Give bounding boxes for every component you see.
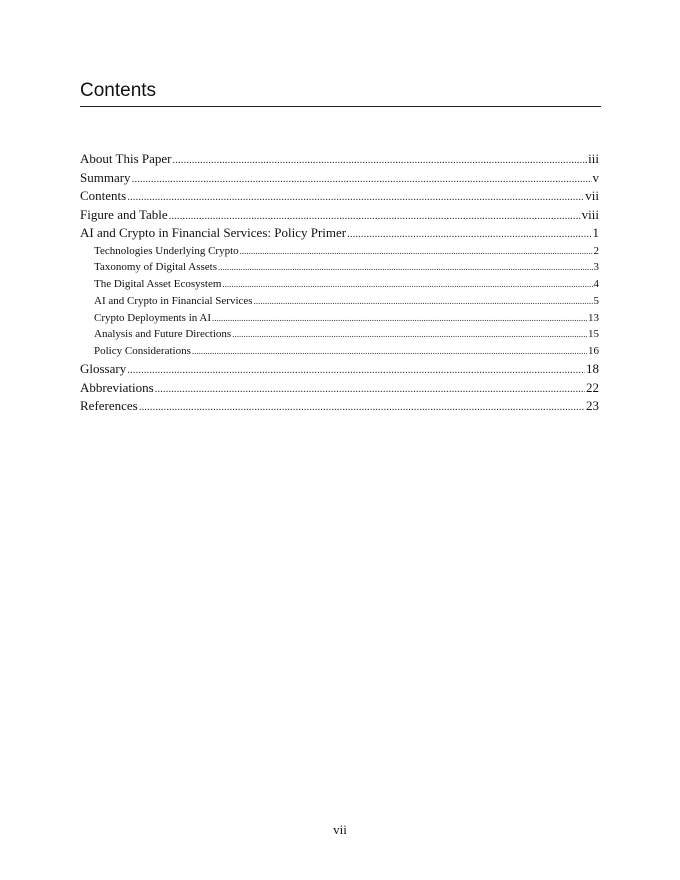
toc-entry[interactable] [80, 206, 599, 225]
toc-entry-title: Policy Considerations [94, 345, 191, 358]
toc-entry-title: References [80, 398, 138, 414]
toc-subentry[interactable] [80, 259, 599, 276]
toc-entry[interactable] [80, 397, 599, 416]
toc-entry-page: 4 [593, 278, 599, 291]
toc-entry-page: 5 [593, 294, 599, 307]
toc-dot-leader [212, 310, 587, 327]
toc-entry-page: 18 [586, 361, 599, 377]
toc-dot-leader [169, 206, 581, 226]
toc-entry[interactable] [80, 360, 599, 379]
toc-entry-title: Abbreviations [80, 379, 154, 395]
toc-dot-leader [254, 293, 593, 310]
toc-entry-page: viii [581, 206, 599, 222]
table-of-contents [80, 150, 599, 416]
toc-entry[interactable] [80, 224, 599, 243]
toc-entry-title: AI and Crypto in Financial Services: Policy Primer [80, 225, 347, 240]
toc-entry-page: vii [585, 188, 599, 203]
toc-dot-leader [232, 326, 587, 343]
toc-entry-title: About This Paper [80, 151, 172, 166]
toc-entry-title: AI and Crypto in Financial Services [94, 294, 253, 307]
toc-entry-title: Crypto Deployments in AI [94, 311, 212, 324]
page-title: Contents [80, 80, 157, 101]
toc-entry-title: Figure and Table [80, 206, 168, 222]
toc-subentry[interactable] [80, 293, 599, 310]
toc-entry-page: 2 [593, 244, 599, 257]
toc-subentry[interactable] [80, 343, 599, 360]
toc-entry[interactable] [80, 169, 599, 188]
toc-entry[interactable] [80, 187, 599, 206]
toc-entry-page: 3 [593, 261, 599, 274]
toc-entry-page: 22 [586, 379, 599, 395]
toc-entry-page: 23 [586, 398, 599, 414]
toc-entry-page: iii [588, 151, 599, 166]
toc-subentry[interactable] [80, 243, 599, 260]
toc-entry-title: Analysis and Future Directions [94, 328, 232, 341]
toc-dot-leader [240, 243, 593, 260]
toc-dot-leader [347, 224, 591, 244]
toc-entry-page: v [592, 169, 599, 185]
toc-dot-leader [222, 276, 592, 293]
toc-entry-title: Glossary [80, 361, 127, 377]
toc-entry[interactable] [80, 379, 599, 398]
toc-dot-leader [127, 187, 584, 207]
toc-dot-leader [172, 150, 587, 170]
toc-entry-page: 1 [592, 225, 599, 240]
toc-dot-leader [139, 397, 585, 417]
toc-entry-page: 15 [588, 328, 599, 341]
title-divider [80, 106, 601, 107]
toc-entry-title: Contents [80, 188, 127, 203]
toc-entry-title: Summary [80, 169, 131, 185]
page-number: vii [333, 822, 347, 837]
toc-entry-title: Taxonomy of Digital Assets [94, 261, 217, 274]
toc-dot-leader [192, 343, 587, 360]
toc-entry[interactable] [80, 150, 599, 169]
toc-subentry[interactable] [80, 310, 599, 327]
toc-entry-title: The Digital Asset Ecosystem [94, 278, 222, 291]
toc-entry-title: Technologies Underlying Crypto [94, 244, 239, 257]
toc-subentry[interactable] [80, 276, 599, 293]
toc-entry-page: 16 [588, 345, 599, 358]
toc-dot-leader [218, 259, 593, 276]
toc-entry-page: 13 [588, 311, 599, 324]
toc-dot-leader [155, 379, 585, 399]
toc-dot-leader [132, 169, 592, 189]
toc-dot-leader [127, 360, 585, 380]
toc-subentry[interactable] [80, 326, 599, 343]
